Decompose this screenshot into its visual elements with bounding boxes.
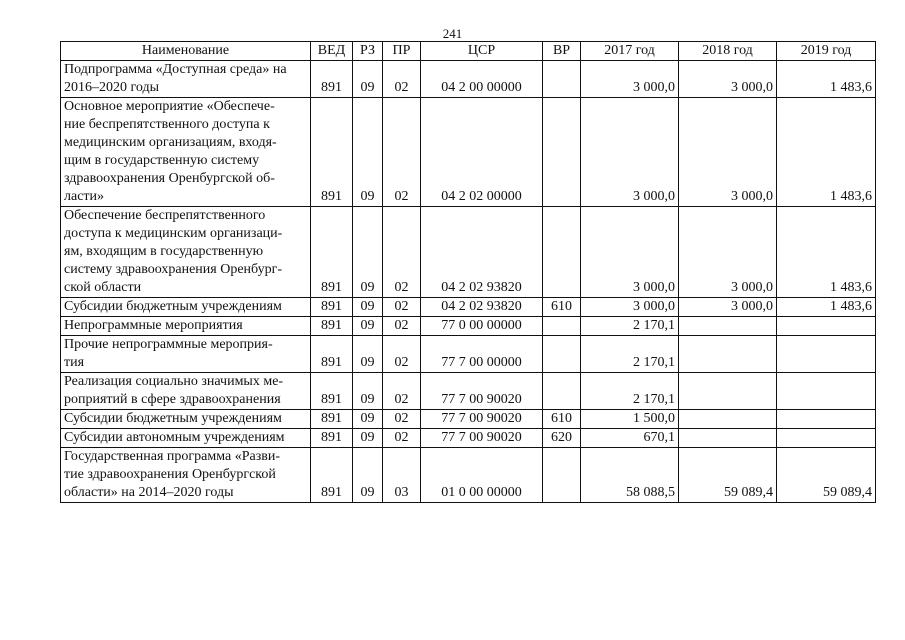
cell-pr: 02 [383, 410, 421, 429]
header-vr: ВР [543, 42, 581, 61]
cell-ved: 891 [311, 298, 353, 317]
cell-csr: 77 7 00 90020 [421, 429, 543, 448]
cell-name: Подпрограмма «Доступная среда» на 2016–2020 годы [61, 61, 311, 98]
table-row [61, 207, 876, 298]
cell-2019: 1 483,6 [777, 98, 876, 207]
header-name: Наименование [61, 42, 311, 61]
cell-vr [543, 336, 581, 373]
cell-2018 [679, 410, 777, 429]
cell-name: Основное мероприятие «Обеспече- ние беспрепятственного доступа к медицинским организациям, входя- щим в государственную систему здравоохранения Оренбургской об- ласти» [61, 98, 311, 207]
cell-2019 [777, 429, 876, 448]
table-row [61, 429, 876, 448]
cell-name: Непрограммные мероприятия [61, 317, 311, 336]
cell-csr: 77 7 00 00000 [421, 336, 543, 373]
header-csr: ЦСР [421, 42, 543, 61]
header-2017: 2017 год [581, 42, 679, 61]
cell-pr: 02 [383, 207, 421, 298]
cell-vr [543, 61, 581, 98]
cell-ved: 891 [311, 410, 353, 429]
cell-pr: 02 [383, 98, 421, 207]
cell-2018: 3 000,0 [679, 298, 777, 317]
cell-2018 [679, 317, 777, 336]
cell-2017: 3 000,0 [581, 61, 679, 98]
cell-pr: 02 [383, 373, 421, 410]
cell-name: Реализация социально значимых ме- роприятий в сфере здравоохранения [61, 373, 311, 410]
cell-ved: 891 [311, 98, 353, 207]
cell-rz: 09 [353, 336, 383, 373]
cell-2017: 2 170,1 [581, 373, 679, 410]
table-row [61, 61, 876, 98]
cell-2018 [679, 373, 777, 410]
cell-2018: 3 000,0 [679, 207, 777, 298]
cell-pr: 03 [383, 448, 421, 503]
cell-2017: 3 000,0 [581, 298, 679, 317]
cell-2017: 1 500,0 [581, 410, 679, 429]
cell-name: Субсидии бюджетным учреждениям [61, 410, 311, 429]
cell-rz: 09 [353, 429, 383, 448]
cell-name: Государственная программа «Разви- тие здравоохранения Оренбургской области» на 2014–2020 годы [61, 448, 311, 503]
cell-csr: 77 7 00 90020 [421, 410, 543, 429]
cell-ved: 891 [311, 429, 353, 448]
table-row [61, 336, 876, 373]
cell-csr: 04 2 00 00000 [421, 61, 543, 98]
cell-ved: 891 [311, 207, 353, 298]
header-pr: ПР [383, 42, 421, 61]
cell-rz: 09 [353, 448, 383, 503]
cell-rz: 09 [353, 207, 383, 298]
cell-2017: 58 088,5 [581, 448, 679, 503]
cell-rz: 09 [353, 61, 383, 98]
cell-name: Субсидии автономным учреждениям [61, 429, 311, 448]
cell-2018 [679, 429, 777, 448]
cell-csr: 04 2 02 93820 [421, 298, 543, 317]
cell-pr: 02 [383, 336, 421, 373]
cell-2018 [679, 336, 777, 373]
page-number: 241 [442, 26, 463, 41]
header-rz: РЗ [353, 42, 383, 61]
cell-csr: 01 0 00 00000 [421, 448, 543, 503]
table-row [61, 410, 876, 429]
cell-2017: 3 000,0 [581, 98, 679, 207]
table-row [61, 298, 876, 317]
cell-2019 [777, 317, 876, 336]
cell-2019: 59 089,4 [777, 448, 876, 503]
cell-vr [543, 317, 581, 336]
cell-vr [543, 448, 581, 503]
table-row [61, 448, 876, 503]
header-ved: ВЕД [311, 42, 353, 61]
cell-2017: 670,1 [581, 429, 679, 448]
header-2018: 2018 год [679, 42, 777, 61]
cell-2019 [777, 373, 876, 410]
cell-csr: 04 2 02 00000 [421, 98, 543, 207]
cell-2018: 3 000,0 [679, 98, 777, 207]
cell-ved: 891 [311, 373, 353, 410]
cell-pr: 02 [383, 298, 421, 317]
cell-rz: 09 [353, 373, 383, 410]
cell-2019: 1 483,6 [777, 61, 876, 98]
cell-csr: 77 7 00 90020 [421, 373, 543, 410]
cell-ved: 891 [311, 336, 353, 373]
table-row [61, 373, 876, 410]
cell-vr [543, 373, 581, 410]
cell-2019: 1 483,6 [777, 207, 876, 298]
budget-table [60, 41, 876, 503]
cell-2017: 2 170,1 [581, 336, 679, 373]
cell-pr: 02 [383, 429, 421, 448]
cell-pr: 02 [383, 61, 421, 98]
cell-rz: 09 [353, 410, 383, 429]
cell-2019 [777, 410, 876, 429]
cell-name: Прочие непрограммные мероприя- тия [61, 336, 311, 373]
table-header-row [61, 42, 876, 61]
cell-csr: 04 2 02 93820 [421, 207, 543, 298]
cell-rz: 09 [353, 317, 383, 336]
cell-2019 [777, 336, 876, 373]
cell-vr: 610 [543, 410, 581, 429]
cell-ved: 891 [311, 448, 353, 503]
cell-pr: 02 [383, 317, 421, 336]
header-2019: 2019 год [777, 42, 876, 61]
cell-name: Обеспечение беспрепятственного доступа к медицинским организаци- ям, входящим в государственную систему здравоохранения Оренбург- ской области [61, 207, 311, 298]
cell-vr: 610 [543, 298, 581, 317]
cell-2019: 1 483,6 [777, 298, 876, 317]
cell-ved: 891 [311, 317, 353, 336]
cell-ved: 891 [311, 61, 353, 98]
cell-vr: 620 [543, 429, 581, 448]
cell-2017: 2 170,1 [581, 317, 679, 336]
cell-csr: 77 0 00 00000 [421, 317, 543, 336]
cell-2018: 59 089,4 [679, 448, 777, 503]
table-row [61, 98, 876, 207]
cell-vr [543, 207, 581, 298]
table-row [61, 317, 876, 336]
cell-rz: 09 [353, 98, 383, 207]
cell-rz: 09 [353, 298, 383, 317]
cell-2018: 3 000,0 [679, 61, 777, 98]
cell-2017: 3 000,0 [581, 207, 679, 298]
cell-vr [543, 98, 581, 207]
cell-name: Субсидии бюджетным учреждениям [61, 298, 311, 317]
